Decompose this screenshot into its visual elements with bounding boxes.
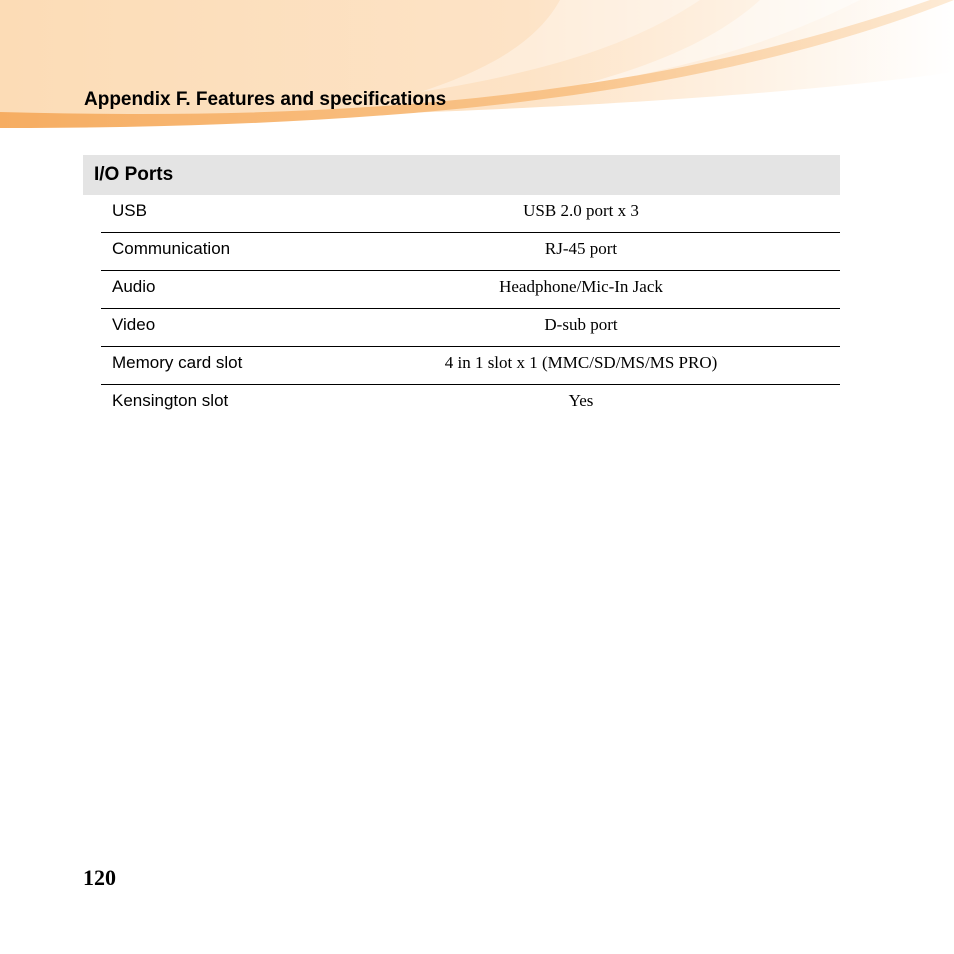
row-label: Audio — [101, 271, 322, 309]
row-label: Video — [101, 309, 322, 347]
row-value: USB 2.0 port x 3 — [322, 195, 840, 233]
row-label: Memory card slot — [101, 347, 322, 385]
page-number: 120 — [83, 865, 116, 890]
row-value: Yes — [568, 390, 594, 410]
row-label: Kensington slot — [112, 390, 229, 410]
chapter-title: Appendix F. Features and specifications — [84, 89, 447, 110]
row-value: D-sub port — [322, 309, 840, 347]
row-value: Headphone/Mic-In Jack — [322, 271, 840, 309]
io-ports-section — [83, 155, 840, 422]
table-row — [101, 309, 840, 347]
table-row — [101, 271, 840, 309]
row-value: 4 in 1 slot x 1 (MMC/SD/MS/MS PRO) — [322, 347, 840, 385]
section-header: I/O Ports — [83, 155, 840, 195]
table-row — [101, 385, 840, 423]
row-label: Communication — [101, 233, 322, 271]
table-row — [101, 195, 840, 233]
row-label: USB — [101, 195, 322, 233]
spec-table — [101, 195, 840, 422]
row-value: RJ-45 port — [322, 233, 840, 271]
table-row — [101, 233, 840, 271]
table-row — [101, 347, 840, 385]
